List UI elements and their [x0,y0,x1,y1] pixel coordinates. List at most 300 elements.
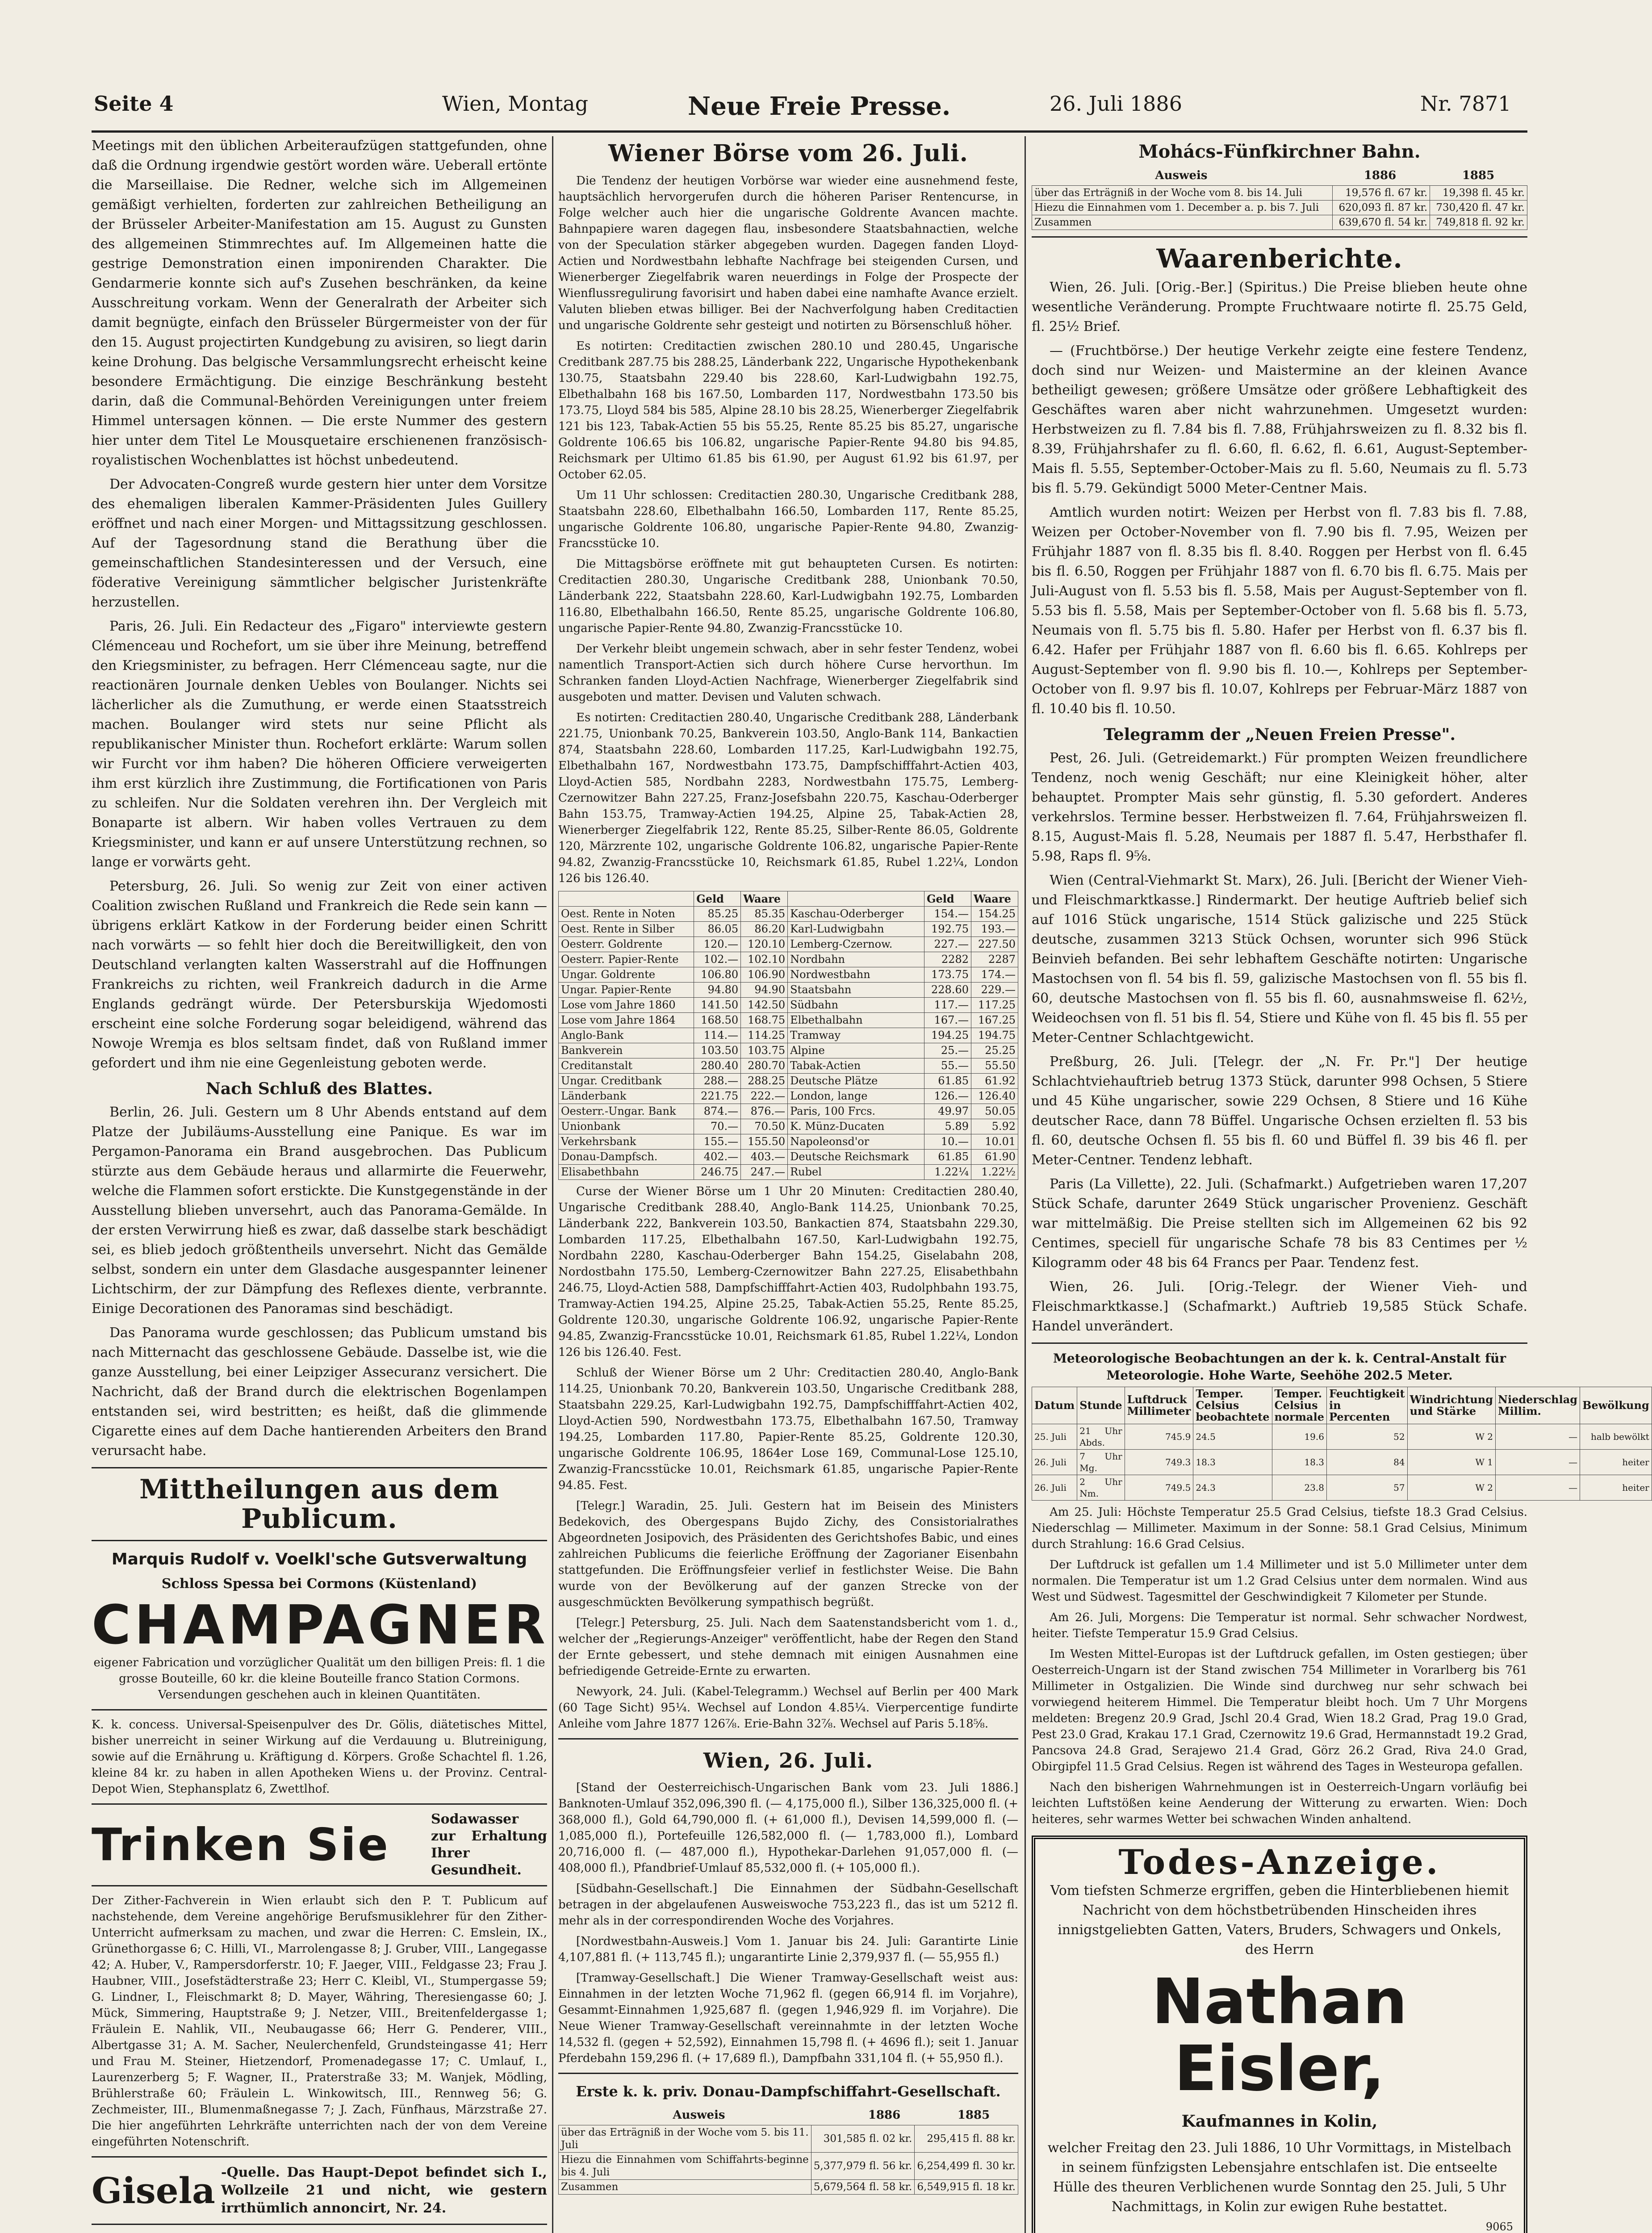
ad-rule [92,2156,547,2158]
ad-donau-heading [558,2105,1018,2125]
meteo-title: Meteorologische Beobachtungen an der k. k. Central-Anstalt für Meteorologie. Hohe Warte, Seehöhe 202.5 Meter. [1053,1351,1506,1383]
table-cell: 749.3 [1125,1450,1193,1475]
news-petersburg: [Telegr.] Petersburg, 25. Juli. Nach dem Saatenstandsbericht vom 1. d., welcher der „Regierungs-Anzeiger" veröffentlicht, habe der Regen den Stand der Ernte gebessert, und stehe demnach mit einigen Ausnahmen eine befriedigende Getreide-Ernte zu erwarten. [558,1616,1018,1678]
table-cell: 57 [1326,1475,1407,1501]
ad-rule [92,1803,547,1805]
table-cell: 280.70 [741,1058,788,1074]
section-heading-telegramm: Telegramm der „Neuen Freien Presse". [1104,725,1455,744]
table-cell: 167.25 [971,1013,1018,1028]
table-cell: 154.— [924,907,971,922]
table-header-row [559,891,1018,907]
table-cell: 876.— [741,1104,788,1119]
wien-finance [558,1780,1018,2066]
table-row [1032,1475,1652,1501]
section-heading-waaren: Waarenberichte. [1156,243,1403,274]
death-notice [1032,1836,1527,2233]
news-suedbahn: [Südbahn-Gesellschaft.] Die Einnahmen der Südbahn-Gesellschaft betragen in der abgelaufenen Ausweiswoche 753,223 fl., das ist um 5212 fl. mehr als in der correspondirenden Woche des Vorjahres. [558,1882,1018,1928]
table-cell: W 2 [1407,1424,1495,1450]
table-cell: Verkehrsbank [559,1134,694,1150]
table-cell: 94.90 [741,983,788,998]
table-cell: Lose vom Jahre 1860 [559,998,694,1013]
issue-number: Nr. 7871 [1420,92,1511,116]
table-cell: 174.— [971,967,1018,983]
ad-schmirgel [92,2231,547,2233]
table-cell: Staatsbahn [788,983,924,998]
table-cell: 117.25 [971,998,1018,1013]
table-header-cell: Waare [741,891,788,907]
waaren-fruchtboerse: — (Fruchtbörse.) Der heutige Verkehr zeigte eine festere Tendenz, doch sind nur Weizen- und Maistermine an der kleinen Avance betheiligt gewesen; größere Umsätze oder größere Lebhaftigkeit des Geschäftes waren aber nicht wahrzunehmen. Umgesetzt wurden: Herbstweizen zu fl. 7.84 bis fl. 7.88, Frühjahrsweizen zu fl. 8.32 bis fl. 8.39, Frühjahrshafer zu fl. 6.60, fl. 6.62, fl. 6.61, August-September-Mais fl. 5.55, September-October-Mais zu fl. 5.60, Neumais zu fl. 5.73 bis fl. 5.79. Gekündigt 5000 Meter-Centner Mais. [1032,343,1527,496]
section-heading-boerse: Wiener Börse vom 26. Juli. [608,140,968,167]
table-row [559,1074,1018,1089]
table-cell: 26. Juli [1032,1450,1077,1475]
table-cell: 10.— [924,1134,971,1150]
table-cell: 120.— [694,937,741,952]
table-row [559,983,1018,998]
table-cell: Anglo-Bank [559,1028,694,1043]
table-cell: 142.50 [741,998,788,1013]
table-cell: 749,818 fl. 92 kr. [1430,215,1527,230]
table-row [559,907,1018,922]
ad-rule [92,2224,547,2225]
waaren-amtlich: Amtlich wurden notirt: Weizen per Herbst von fl. 7.83 bis fl. 7.88, Weizen per October-November von fl. 7.90 bis fl. 7.95, Weizen per Frühjahr 1887 von fl. 8.35 bis fl. 8.40. Roggen per Herbst von fl. 6.45 bis fl. 6.50, Roggen per Frühjahr 1887 von fl. 6.70 bis fl. 6.75. Mais per Juli-August von fl. 5.53 bis fl. 5.58, Mais per August-September von fl. 5.53 bis fl. 5.58, Mais per September-October von fl. 5.68 bis fl. 5.73, Neumais von fl. 5.75 bis fl. 5.80. Hafer per Herbst von fl. 6.37 bis fl. 6.42. Hafer per Frühjahr 1887 von fl. 6.60 bis fl. 6.65. Kohlreps per August-September von fl. 9.90 bis fl. 10.—, Kohlreps per September-October von fl. 9.97 bis fl. 10.07, Kohlreps per Februar-März 1887 von fl. 10.40 bis fl. 10.50. [1032,505,1527,717]
table-cell: 2282 [924,952,971,967]
table-cell: 126.40 [971,1089,1018,1104]
table-cell: 167.— [924,1013,971,1028]
meteo-para: Nach den bisherigen Wahrnehmungen ist in Oesterreich-Ungarn vorläufig bei leichten Luftstößen keine Aenderung der Witterung zu erwarten. Wien: Doch heiteres, sehr warmes Wetter bei schwachen Winden anhaltend. [1032,1781,1527,1826]
table-cell: Creditanstalt [559,1058,694,1074]
table-cell: 24.3 [1193,1475,1272,1501]
table-cell: 192.75 [924,922,971,937]
table-cell: 24.5 [1193,1424,1272,1450]
death-notice-code: 9065 [1485,2220,1513,2233]
table-header-cell: Bewölkung [1580,1387,1652,1424]
table-cell: 154.25 [971,907,1018,922]
issue-date: 26. Juli 1886 [1050,92,1182,116]
article-advocaten-congress: Der Advocaten-Congreß wurde gestern hier unter dem Vorsitze des ehemaligen liberalen Kammer-Präsidenten Jules Guillery eröffnet und nach einer Morgen- und Mittagssitzung geschlossen. Auf der Tagesordnung stand die Berathung über die gemeinschaftlichen Standesinteressen und der Versuch, eine föderative Vereinigung sämmtlicher belgischer Juristenkräfte herzustellen. [92,477,547,610]
table-cell: 247.— [741,1165,788,1180]
article-paris: Paris, 26. Juli. Ein Redacteur des „Figaro" interviewte gestern Clémenceau und Rochefort, um sie über ihre Meinung, betreffend den Kriegsminister, zu befragen. Herr Clémenceau sagte, nur die reactionären Journale denken Uebles von Boulanger. Nichts sei lächerlicher als die Zumuthung, er werde einen Staatsstreich machen. Boulanger wird stets nur seine Pflicht als republikanischer Minister thun. Rochefort erklärte: Warum sollen wir Furcht vor ihm haben? Die höheren Officiere verweigerten ihm erst kürzlich ihre Zustimmung, die Fortificationen von Paris zu schleifen. Nur die Soldaten verehren ihn. Der Vergleich mit Bonaparte ist albern. Wir haben volles Vertrauen zu dem Kriegsminister, und kann er auf unsere Unterstützung rechnen, so lange er vorwärts geht. [92,619,547,870]
year-label: 1886 [868,2108,901,2122]
table-cell: 102.— [694,952,741,967]
table-cell: 5.92 [971,1119,1018,1134]
section-rule [92,1540,547,1541]
table-row [559,1058,1018,1074]
boerse-para: Der Verkehr bleibt ungemein schwach, aber in sehr fester Tendenz, wobei namentlich Transport-Actien sich durch höhere Curse hervorthun. Im Schranken fanden Lloyd-Actien Nachfrage, Wienerberger Ziegelfabrik sind ausgeboten und matter. Devisen und Valuten schwach. [558,642,1018,704]
table-cell: 10.01 [971,1134,1018,1150]
table-cell: 168.50 [694,1013,741,1028]
table-header-cell: Feuchtigkeit in Percenten [1326,1387,1407,1424]
table-cell: 5,679,564 fl. 58 kr. [811,2180,915,2195]
boerse-para: Um 11 Uhr schlossen: Creditactien 280.30, Ungarische Creditbank 288, Staatsbahn 228.60, Elbethalbahn 166.50, Lombarden 117, Rente 85.25, ungarische Goldrente 106.80, ungarische Papier-Rente 94.80, Zwanzig-Francsstücke 10. [558,489,1018,550]
table-cell: Deutsche Plätze [788,1074,924,1089]
ad-rule [92,1709,547,1710]
table-cell: 25.25 [971,1043,1018,1058]
section-rule [558,1738,1018,1740]
table-cell: Oest. Rente in Noten [559,907,694,922]
table-cell: Elbethalbahn [788,1013,924,1028]
table-row [1032,215,1527,230]
table-cell: 155.50 [741,1134,788,1150]
table-cell: — [1496,1424,1580,1450]
table-cell: Napoleonsd'or [788,1134,924,1150]
table-cell: 55.50 [971,1058,1018,1074]
place-day: Wien, Montag [442,92,589,116]
table-cell: 26. Juli [1032,1475,1077,1501]
table-cell: 19.6 [1272,1424,1326,1450]
table-cell: 114.25 [741,1028,788,1043]
table-cell: 155.— [694,1134,741,1150]
table-cell: 402.— [694,1150,741,1165]
article-berlin-panorama: Das Panorama wurde geschlossen; das Publicum umstand bis nach Mitternacht das geschlossene Gebäude. Dasselbe ist, wie die ganze Ausstellung, bei einer Leipziger Assecuranz versichert. Die Nachricht, daß der Brand durch die elektrischen Bogenlampen entstanden sei, wird bestritten; es heißt, daß die glimmende Cigarette eines auf dem Dache hantierenden Arbeiters den Brand verursacht habe. [92,1325,547,1459]
table-cell: Paris, 100 Frcs. [788,1104,924,1119]
table-cell: 295,415 fl. 88 kr. [915,2125,1018,2153]
waaren-paris: Paris (La Villette), 22. Juli. (Schafmarkt.) Aufgetrieben waren 17,207 Stück Schafe, darunter 2649 Stück ungarischer Provenienz. Geschäft war mittelmäßig. Die Preise stellten sich im Allgemeinen 62 bis 92 Centimes, speciell für ungarische Schafe 78 bis 83 Centimes per ½ Kilogramm oder 48 bis 64 Francs per Paar. Tendenz fest. [1032,1176,1527,1271]
table-header-cell: Temper. Celsius normale [1272,1387,1326,1424]
table-cell: Karl-Ludwigbahn [788,922,924,937]
table-cell: Kaschau-Oderberger [788,907,924,922]
table-row [559,1043,1018,1058]
table-row [559,1134,1018,1150]
table-cell: 1.22¼ [924,1165,971,1180]
table-cell: halb bewölkt [1580,1424,1652,1450]
table-cell: 117.— [924,998,971,1013]
year-label: 1886 [1363,169,1397,182]
table-cell: 61.85 [924,1150,971,1165]
exchange-rates-table [558,891,1018,1180]
table-cell: Rubel [788,1165,924,1180]
table-cell: 52 [1326,1424,1407,1450]
table-row [559,2153,1018,2180]
table-cell: 403.— [741,1150,788,1165]
table-cell: Nordwestbahn [788,967,924,983]
table-cell: 288.— [694,1074,741,1089]
boerse-para: Curse der Wiener Börse um 1 Uhr 20 Minuten: Creditactien 280.40, Ungarische Creditbank 288.40, Anglo-Bank 114.25, Unionbank 70.25, Länderbank 222, Bankverein 103.50, Bankactien 874, Staatsbahn 229.30, Lombarden 117.25, Elbethalbahn 167.50, Karl-Ludwigbahn 192.75, Nordbahn 2280, Kaschau-Oderberger Bahn 154.25, Giselabahn 208, Nordostbahn 175.50, Lemberg-Czernowitzer Bahn 227.25, Elisabethbahn 246.75, Lloyd-Actien 588, Dampfschifffahrt-Actien 403, Rudolphbahn 193.75, Tramway-Actien 194.25, Alpine 25.25, Tabak-Actien 55.25, Rente 85.25, Goldrente 120.30, ungarische Goldrente 106.92, ungarische Papier-Rente 94.85, Zwanzig-Francsstücke 10.01, Reichsmark 61.85, Rubel 1.22¼, London 126 bis 126.40. Fest. [558,1185,1018,1359]
newspaper-title: Neue Freie Presse. [688,92,951,121]
table-cell: 102.10 [741,952,788,967]
table-cell: Zusammen [559,2180,811,2195]
table-cell: Bankverein [559,1043,694,1058]
table-cell: 103.50 [694,1043,741,1058]
table-cell: 94.80 [694,983,741,998]
table-cell: Zusammen [1032,215,1333,230]
table-header-cell: Luftdruck Millimeter [1125,1387,1193,1424]
table-cell: 85.25 [694,907,741,922]
table-row [559,1104,1018,1119]
table-cell: Oesterr.-Ungar. Bank [559,1104,694,1119]
meteo-para: Der Luftdruck ist gefallen um 1.4 Millimeter und ist 5.0 Millimeter unter dem normalen. Die Temperatur ist um 1.2 Grad Celsius unter dem normalen. Wind aus West und Südwest. Tagesmittel der Geschwindigkeit 7 Kilometer per Stunde. [1032,1558,1527,1604]
table-cell: 25. Juli [1032,1424,1077,1450]
table-row [1032,201,1527,215]
death-notice-title: Todes-Anzeige. [1118,1842,1441,1882]
death-notice-name: Nathan Eisler, [1151,1965,1408,2105]
table-row [559,922,1018,937]
boerse-later [558,1183,1018,1732]
page-header [94,92,1523,123]
table-cell: 23.8 [1272,1475,1326,1501]
column-rule-1 [552,136,553,2233]
waaren-pest: Pest, 26. Juli. (Getreidemarkt.) Für prompten Weizen freundlichere Tendenz, noch wenig Geschäft; nur eine Kleinigkeit höher, alter behauptet. Prompter Mais sehr günstig, fl. 5.30 gefordert. Anderes verkehrslos. Termine besser. Herbstweizen fl. 7.64, Frühjahrsweizen fl. 8.15, August-Mais fl. 5.28, Neumais per 1887 fl. 5.47, Herbsthafer fl. 5.98, Raps fl. 9⅝. [1032,750,1527,864]
table-cell: 61.85 [924,1074,971,1089]
year-label: 1885 [1462,169,1495,182]
table-cell: 18.3 [1272,1450,1326,1475]
table-header-row [1032,1387,1652,1424]
table-cell: heiter [1580,1450,1652,1475]
table-row [559,952,1018,967]
news-tramway: [Tramway-Gesellschaft.] Die Wiener Tramway-Gesellschaft weist aus: Einnahmen in der letzten Woche 71,962 fl. (gegen 66,914 fl. im Vorjahre), Gesammt-Einnahmen 1,925,687 fl. (gegen 1,946,929 fl. im Vorjahre). Die Neue Wiener Tramway-Gesellschaft vereinnahmte in der letzten Woche 14,532 fl. (gegen + 52,592), Einnahmen 15,798 fl. (+ 4696 fl.); seit 1. Januar Pferdebahn 159,296 fl. (+ 17,689 fl.), Dampfbahn 331,104 fl. (+ 55,950 fl.). [558,1971,1018,2065]
table-cell: 749.5 [1125,1475,1193,1501]
table-cell: 246.75 [694,1165,741,1180]
table-cell: Donau-Dampfsch. [559,1150,694,1165]
table-header-cell: Temper. Celsius beobachtete [1193,1387,1272,1424]
ad-speisenpulver: K. k. concess. Universal-Speisenpulver des Dr. Gölis, diätetisches Mittel, bisher unerreicht in seiner Wirkung auf die Verdauung u. Blutreinigung, sowie auf die Ernährung u. Kräftigung d. Körpers. Große Schachtel fl. 1.26, kleine 84 kr. zu haben in allen Apotheken Wiens u. der Provinz. Central-Depot Wien, Stephansplatz 6, Zwettlhof. [92,1718,547,1796]
table-cell: 5,377,979 fl. 56 kr. [811,2153,915,2180]
ad-gisela-headline: Gisela [92,2170,215,2212]
news-bank-status: [Stand der Oesterreichisch-Ungarischen Bank vom 23. Juli 1886.] Banknoten-Umlauf 352,096,390 fl. (— 4,175,000 fl.), Silber 136,325,000 fl. (+ 368,000 fl.), Gold 64,790,000 fl. (+ 61,000 fl.), Devisen 14,599,000 fl. (— 1,085,000 fl.), Portefeuille 126,582,000 fl. (— 1,783,000 fl.), Lombard 20,716,000 fl. (— 487,000 fl.), Hypothekar-Darlehen 91,057,000 fl. (— 408,000 fl.), Pfandbrief-Umlauf 85,532,000 fl. (+ 105,000 fl.). [558,1781,1018,1875]
table-row [559,1089,1018,1104]
table-header-cell [559,891,694,907]
ad-sodawasser [92,1811,547,1879]
table-cell: 194.25 [924,1028,971,1043]
table-cell: Unionbank [559,1119,694,1134]
table-cell: Deutsche Reichsmark [788,1150,924,1165]
mohacs-heading [1032,166,1527,185]
table-cell: 120.10 [741,937,788,952]
table-cell: 84 [1326,1450,1407,1475]
section-rule [1032,236,1527,238]
table-cell: 55.— [924,1058,971,1074]
table-cell: 7 Uhr Mg. [1077,1450,1125,1475]
table-row [1032,1424,1652,1450]
news-nordwestbahn: [Nordwestbahn-Ausweis.] Vom 1. Januar bis 24. Juli: Garantirte Linie 4,107,881 fl. (+ 113,745 fl.); ungarantirte Linie 2,379,937 fl. (— 55,955 fl.) [558,1935,1018,1964]
ad-donau-title: Erste k. k. priv. Donau-Dampfschiffahrt-Gesellschaft. [576,2083,1001,2100]
header-rule [92,130,1527,133]
table-cell: 25.— [924,1043,971,1058]
table-cell: Hiezu die Einnahmen vom 1. December a. p. bis 7. Juli [1032,201,1333,215]
news-newyork: Newyork, 24. Juli. (Kabel-Telegramm.) Wechsel auf Berlin per 400 Mark (60 Tage Sicht) 95¼. Wechsel auf London 4.85¼. Vierpercentige fundirte Anleihe vom Jahre 1877 126⅞. Erie-Bahn 32⅞. Wechsel auf Paris 5.18⅝. [558,1685,1018,1731]
table-cell: 49.97 [924,1104,971,1119]
donau-table [558,2125,1018,2195]
boerse-para: Die Mittagsbörse eröffnete mit gut behaupteten Cursen. Es notirten: Creditactien 280.30, Ungarische Creditbank 288, Unionbank 70.50, Länderbank 222, Staatsbahn 228.60, Karl-Ludwigbahn 192.75, Lombarden 116.80, Elbethalbahn 166.50, Rente 85.25, ungarische Goldrente 106.80, ungarische Papier-Rente 94.80, Zwanzig-Francsstücke 10. [558,557,1018,635]
table-cell: 639,670 fl. 54 kr. [1333,215,1430,230]
table-cell: 5.89 [924,1119,971,1134]
ad-gisela [92,2164,547,2217]
ad-zither-verein: Der Zither-Fachverein in Wien erlaubt sich den P. T. Publicum auf nachstehende, dem Vereine angehörige Berufsmusiklehrer für den Zither-Unterricht aufmerksam zu machen, und zwar die Herren: C. Emslein, IX., Grünethorgasse 6; C. Hilli, VI., Marrolengasse 8; J. Gruber, VIII., Langegasse 42; A. Huber, V., Rampersdorferstr. 10; F. Jaeger, VIII., Feldgasse 23; Frau J. Haubner, VIII., Josefstädterstraße 23; Herr C. Kleibl, VI., Stumpergasse 59; G. Lindner, I., Fleischmarkt 8; D. Mayer, Währing, Theresiengasse 60; J. Mück, Simmering, Hauptstraße 9; J. Netzer, VIII., Breitenfeldergasse 1; Fräulein E. Nahlik, VII., Neubaugasse 66; Herr G. Penderer, VIII., Albertgasse 31; A. M. Sacher, Neulerchenfeld, Grundsteingasse 41; Herr und Frau M. Steiner, Hietzendorf, Promenadegasse 17; C. Umlauf, I., Laurenzerberg 5; F. Wagner, II., Praterstraße 33; M. Wanjek, Mödling, Brühlerstraße 60; Fräulein L. Winkowitsch, III., Rennweg 56; G. Zechmeister, III., Blumenmaßnegasse 7; J. Zach, Fünfhaus, Märzstraße 27. Die hier angeführten Lehrkräfte unterrichten nach der von dem Vereine eingeführten Notenschrift. [92,1894,547,2149]
mohacs-title: Mohács-Fünfkirchner Bahn. [1138,141,1421,162]
table-cell: Hiezu die Einnahmen vom Schiffahrts-beginne bis 4. Juli [559,2153,811,2180]
table-row [559,1165,1018,1180]
table-cell: 70.— [694,1119,741,1134]
table-cell: Ungar. Goldrente [559,967,694,983]
table-cell: 18.3 [1193,1450,1272,1475]
table-row [559,1013,1018,1028]
boerse-para: Die Tendenz der heutigen Vorbörse war wieder eine ausnehmend feste, hauptsächlich hervorgerufen durch die höheren Pariser Rentencurse, in Folge welcher auch hier die ungarische Goldrente Avancen machte. Bahnpapiere waren dagegen flau, insbesondere Staatsbahnactien, welche von der Speculation stärker abgegeben wurden. Dagegen fanden Lloyd-Actien und Nordwestbahn lebhafte Nachfrage bei steigenden Cursen, und Wienerberger Ziegelfabrik waren neuerdings in Folge der Prospecte der Wienflussregulirung favorisirt und haben dabei eine namhafte Avance erzielt. Valuten blieben etwas billiger. Bei der Nachverfolgung haben Creditactien und ungarische Goldrente sehr gesteigt und notirten zu Börsenschluß höher. [558,174,1018,332]
table-header-cell: Windrichtung und Stärke [1407,1387,1495,1424]
waaren-viehmarkt: Wien (Central-Viehmarkt St. Marx), 26. Juli. [Bericht der Wiener Vieh- und Fleischmarktkasse.] Rindermarkt. Der heutige Auftrieb belief sich auf 1016 Stück ungarische, 1514 Stück galizische und 225 Stück deutsche, zusammen 3213 Stück Ochsen, worunter sich 996 Stück Beinvieh befanden. Bei sehr lebhaftem Geschäfte notirten: Ungarische Mastochsen von fl. 54 bis fl. 59, galizische Mastochsen von fl. 55 bis fl. 60, deutsche Mastochsen von fl. 55 bis fl. 60, ausnahmsweise fl. 62½, Weideochsen von fl. 51 bis fl. 54, Stiere und Kühe von fl. 45 bis fl. 55 per Meter-Centner Schlachtgewicht. [1032,873,1527,1045]
table-cell: 620,093 fl. 87 kr. [1333,201,1430,215]
table-row [559,1119,1018,1134]
table-cell: 114.— [694,1028,741,1043]
table-cell: 6,549,915 fl. 18 kr. [915,2180,1018,2195]
table-cell: 126.— [924,1089,971,1104]
table-header-cell [788,891,924,907]
table-cell: 1.22½ [971,1165,1018,1180]
table-cell: — [1496,1475,1580,1501]
table-cell: — [1496,1450,1580,1475]
waaren-schafmarkt: Wien, 26. Juli. [Orig.-Telegr. der Wiener Vieh- und Fleischmarktkasse.] (Schafmarkt.) Auftrieb 19,585 Stück Schafe. Handel unverändert. [1032,1279,1527,1334]
table-cell: 280.40 [694,1058,741,1074]
table-header-cell: Niederschlag Millim. [1496,1387,1580,1424]
mohacs-ausweis: Ausweis [1155,169,1208,182]
table-cell: Länderbank [559,1089,694,1104]
table-row [559,998,1018,1013]
table-cell: 19,398 fl. 45 kr. [1430,186,1527,201]
table-header-cell: Waare [971,891,1018,907]
table-cell: 70.50 [741,1119,788,1134]
table-cell: Oesterr. Goldrente [559,937,694,952]
ad-sodawasser-headline: Trinken Sie [92,1819,390,1871]
death-notice-occupation: Kaufmannes in Kolin, [1181,2112,1378,2131]
ad-champagne-text: eigener Fabrication und vorzüglicher Qualität um den billigen Preis: fl. 1 die grosse Bouteille, 60 kr. die kleine Bouteille franco Station Cormons. Versendungen geschehen auch in kleinen Quantitäten. [93,1656,545,1702]
year-label: 1885 [957,2108,990,2122]
section-rule [92,1467,547,1468]
table-cell: 103.75 [741,1043,788,1058]
boerse-para: Es notirten: Creditactien 280.40, Ungarische Creditbank 288, Länderbank 221.75, Unionbank 70.25, Bankverein 103.50, Anglo-Bank 114, Bankactien 874, Staatsbahn 228.60, Lombarden 117.25, Karl-Ludwigbahn 192.75, Elbethalbahn 167, Nordwestbahn 173.75, Dampfschifffahrt-Actien 403, Lloyd-Actien 585, Nordbahn 2283, Nordwestbahn 175.75, Lemberg-Czernowitzer Bahn 227.25, Franz-Josefsbahn 220.75, Kaschau-Oderberger Bahn 153.75, Tramway-Actien 194.25, Alpine 25, Tabak-Actien 28, Wienerberger Ziegelfabrik 122, Rente 85.25, Silber-Rente 86.05, Goldrente 120, Märzrente 102, ungarische Goldrente 106.82, ungarische Papier-Rente 94.82, Zwanzig-Francsstücke 10, Reichsmark 61.85, Rubel 1.22¼, London 126 bis 126.40. [558,711,1018,885]
table-cell: Alpine [788,1043,924,1058]
table-cell: 106.80 [694,967,741,983]
column-3 [1032,136,1649,2233]
table-cell: 2287 [971,952,1018,967]
meteo-table [1032,1387,1652,1501]
table-cell: Tabak-Actien [788,1058,924,1074]
table-cell: 221.75 [694,1089,741,1104]
waaren-spiritus: Wien, 26. Juli. [Orig.-Ber.] (Spiritus.) Die Preise blieben heute ohne wesentliche Veränderung. Prompte Fruchtwaare notirte fl. 25.75 Geld, fl. 25½ Brief. [1032,280,1527,335]
table-cell: Elisabethbahn [559,1165,694,1180]
news-waradin: [Telegr.] Waradin, 25. Juli. Gestern hat im Beisein des Ministers Bedekovich, des Obergespans Bujdo Zichy, des Consistorialrathes Abgeordneten Josipovich, des Präsidenten des Gerichtshofes Babic, und eines zahlreichen Publicums die feierliche Eröffnung der Zagorianer Eisenbahn stattgefunden. Die Eröffnungsfeier verlief in festlichster Weise. Die Bahn wurde von der Bevölkerung auf der ganzen Strecke von der ausgeschmückten Bevölkerung sympathisch begrüßt. [558,1499,1018,1609]
table-cell: 141.50 [694,998,741,1013]
table-cell: 21 Uhr Abds. [1077,1424,1125,1450]
table-row [559,2180,1018,2195]
meteo-report [1032,1504,1527,1827]
table-cell: Oesterr. Papier-Rente [559,952,694,967]
table-row [1032,1450,1652,1475]
table-cell: über das Erträgniß in der Woche vom 8. bis 14. Juli [1032,186,1333,201]
table-header-cell: Datum [1032,1387,1077,1424]
ad-gisela-text: -Quelle. Das Haupt-Depot befindet sich I., Wollzeile 21 und nicht, wie gestern irrthümlich annoncirt, Nr. 24. [221,2165,547,2216]
table-cell: K. Münz-Ducaten [788,1119,924,1134]
meteo-para: Am 25. Juli: Höchste Temperatur 25.5 Grad Celsius, tiefste 18.3 Grad Celsius. Niederschlag — Millimeter. Maximum in der Sonne: 58.1 Grad Celsius, Minimum durch Strahlung: 16.6 Grad Celsius. [1032,1505,1527,1551]
section-heading-late-news: Nach Schluß des Blattes. [206,1079,433,1098]
table-cell: 86.20 [741,922,788,937]
table-cell: 301,585 fl. 02 kr. [811,2125,915,2153]
table-header-cell: Geld [924,891,971,907]
table-cell: Lose vom Jahre 1864 [559,1013,694,1028]
table-cell: Tramway [788,1028,924,1043]
ad-donau-ausweis: Ausweis [673,2108,725,2122]
table-row [559,1028,1018,1043]
mohacs-table [1032,185,1527,230]
table-cell: W 2 [1407,1475,1495,1501]
table-cell: 168.75 [741,1013,788,1028]
death-notice-text: welcher Freitag den 23. Juli 1886, 10 Uhr Vormittags, in Mistelbach in seinem fünfzigsten Lebensjahre entschlafen ist. Die entseelte Hülle des theuren Verblichenen wurde Sonntag den 25. Juli, 5 Uhr Nachmittags, in Kolin zur ewigen Ruhe bestattet. [1047,2140,1512,2215]
boerse-para: Schluß der Wiener Börse um 2 Uhr: Creditactien 280.40, Anglo-Bank 114.25, Unionbank 70.20, Bankverein 103.50, Ungarische Creditbank 288, Staatsbahn 229.25, Karl-Ludwigbahn 192.75, Dampfschifffahrt-Actien 402, Lloyd-Actien 590, Nordwestbahn 173.75, Elbethalbahn 167.50, Tramway 194.25, Lombarden 117.80, Papier-Rente 85.25, Goldrente 120.30, ungarische Goldrente 106.95, 1864er Lose 169, Communal-Lose 125.10, Zwanzig-Francsstücke 10.01, Reichsmark 61.85, ungarische Papier-Rente 94.85. Fest. [558,1366,1018,1492]
table-header-cell: Stunde [1077,1387,1125,1424]
table-cell: 745.9 [1125,1424,1193,1450]
table-cell: Südbahn [788,998,924,1013]
article-belgium-meetings: Meetings mit den üblichen Arbeiteraufzügen stattgefunden, ohne daß die Ordnung irgendwie gestört worden wäre. Ueberall ertönte die Marseillaise. Die Redner, welche sich im Allgemeinen gemäßigt verhielten, forderten zur zahlreichen Betheiligung an der Brüsseler Arbeiter-Manifestation am 15. August zu Gunsten des allgemeinen Stimmrechtes auf. Im Allgemeinen hatte die gestrige Demonstration einen imponirenden Charakter. Die Gendarmerie konnte sich auf's Zusehen beschränken, da keine Ausschreitung vorkam. Wenn der Generalrath der Arbeiter sich damit begnügte, einfach den Brüsseler Bürgermeister von der für den 15. August projectirten Kundgebung zu avisiren, so liegt darin keine Drohung. Das belgische Versammlungsrecht erheischt keine besondere Ermächtigung. Die einzige Beschränkung besteht darin, daß die Communal-Behörden Vereinigungen unter freiem Himmel untersagen können. — Die erste Nummer des gestern hier unter dem Titel Le Mousquetaire erschienenen französisch-royalistischen Wochenblattes ist höchst unbedeutend. [92,138,547,468]
table-cell: 50.05 [971,1104,1018,1119]
column-2 [558,136,1018,2233]
column-rule-2 [1025,136,1026,2233]
table-row [559,1150,1018,1165]
table-cell: 106.90 [741,967,788,983]
table-cell: London, lange [788,1089,924,1104]
meteo-para: Am 26. Juli, Morgens: Die Temperatur ist normal. Sehr schwacher Nordwest, heiter. Tiefste Temperatur 15.9 Grad Celsius. [1032,1611,1527,1640]
death-notice-intro: Vom tiefsten Schmerze ergriffen, geben die Hinterbliebenen hiemit Nachricht von dem höchstbetrübenden Hinscheiden ihres innigstgeliebten Gatten, Vaters, Bruders, Schwagers und Onkels, des Herrn [1050,1883,1509,1957]
table-cell: Oest. Rente in Silber [559,922,694,937]
table-cell: Lemberg-Czernow. [788,937,924,952]
table-row [559,2125,1018,2153]
meteo-para: Im Westen Mittel-Europas ist der Luftdruck gefallen, im Osten gestiegen; über Oesterreich-Ungarn ist der Stand zwischen 754 Millimeter in Vorarlberg bis 761 Millimeter in Ostgalizien. Die Winde sind durchweg nur sehr schwach bei vorwiegend heiterem Himmel. Die Temperatur bleibt hoch. Um 7 Uhr Morgens meldeten: Bregenz 20.9 Grad, Jschl 20.4 Grad, Wien 18.2 Grad, Prag 19.0 Grad, Pest 23.0 Grad, Krakau 17.1 Grad, Czernowitz 19.6 Grad, Hermannstadt 19.2 Grad, Pancsova 24.8 Grad, Serajewo 21.4 Grad, Görz 26.2 Grad, Riva 24.0 Grad, Obirgipfel 11.5 Grad Celsius. Regen ist während des Tages in Westeuropa gefallen. [1032,1648,1527,1773]
table-cell: Ungar. Creditbank [559,1074,694,1089]
table-cell: über das Erträgniß in der Woche vom 5. bis 11. Juli [559,2125,811,2153]
ad-champagne-title: Marquis Rudolf v. Voelkl'sche Gutsverwaltung [111,1550,527,1568]
section-heading-wien: Wien, 26. Juli. [703,1748,874,1773]
table-header-cell: Geld [694,891,741,907]
table-row [559,937,1018,952]
table-cell: heiter [1580,1475,1652,1501]
section-rule [558,2073,1018,2074]
table-row [559,967,1018,983]
ad-champagne-subtitle: Schloss Spessa bei Cormons (Küstenland) [161,1576,477,1592]
table-cell: 730,420 fl. 47 kr. [1430,201,1527,215]
table-cell: 86.05 [694,922,741,937]
table-cell: 6,254,499 fl. 30 kr. [915,2153,1018,2180]
table-cell: 228.60 [924,983,971,998]
table-cell: 222.— [741,1089,788,1104]
boerse-para: Es notirten: Creditactien zwischen 280.10 und 280.45, Ungarische Creditbank 287.75 bis 288.25, Länderbank 222, Ungarische Hypothekenbank 130.75, Staatsbahn 229.40 bis 228.60, Karl-Ludwigbahn 192.75, Elbethalbahn 168 bis 167.50, Lombarden 117, Nordwestbahn 173.50 bis 173.75, Lloyd 584 bis 585, Alpine 28.10 bis 28.25, Wienerberger Ziegelfabrik 121 bis 123, Tabak-Actien 55 bis 55.25, Rente 85.25 bis 85.27, ungarische Goldrente 106.65 bis 106.82, ungarische Papier-Rente 94.80 bis 94.85, Reichsmark per Ultimo 61.85 bis 61.90, per August 61.92 bis 61.97, per October 62.05. [558,339,1018,481]
section-heading-public-notices: Mittheilungen aus dem Publicum. [139,1474,499,1535]
table-cell: 227.— [924,937,971,952]
table-cell: 85.35 [741,907,788,922]
ad-sodawasser-side: Sodawasser zur Erhaltung Ihrer Gesundheit. [431,1811,547,1878]
table-cell: W 1 [1407,1450,1495,1475]
table-cell: 2 Uhr Nm. [1077,1475,1125,1501]
table-row [1032,186,1527,201]
article-petersburg: Petersburg, 26. Juli. So wenig zur Zeit von einer activen Coalition zwischen Rußland und Frankreich die Rede sein kann — übrigens erklärt Katkow in der Forderung beider einen Schritt nach vorwärts — so fehlt hier doch die Bereitwilligkeit, den von Deutschland verlangten kalten Wasserstrahl auf die Hoffnungen Frankreichs zu richten, weil Frankreich dadurch in die Arme Englands gedrängt würde. Der Petersburskija Wjedomosti erscheint eine solche Forderung sogar beleidigend, während das Nowoje Wremja es blos seltsam findet, daß von Rußland immer gefordert und ihm nie eine Gegenleistung geboten werde. [92,878,547,1071]
waaren-pressburg: Preßburg, 26. Juli. [Telegr. der „N. Fr. Pr."] Der heutige Schlachtviehauftrieb betrug 1373 Stück, darunter 998 Ochsen, 5 Stiere und 45 Kühe ungarischer, sowie 229 Ochsen, 8 Stiere und 16 Kühe deutscher Race, dann 78 Büffel. Ungarische Ochsen erzielten fl. 53 bis fl. 60, deutsche Ochsen fl. 55 bis fl. 60 und Büffel fl. 39 bis 46 fl. per Meter-Centner. Tendenz lebhaft. [1032,1054,1527,1168]
table-cell: 288.25 [741,1074,788,1089]
table-cell: 61.92 [971,1074,1018,1089]
column-1 [92,136,547,2233]
table-cell: 193.— [971,922,1018,937]
table-cell: Ungar. Papier-Rente [559,983,694,998]
article-berlin-fire: Berlin, 26. Juli. Gestern um 8 Uhr Abends entstand auf dem Platze der Jubiläums-Ausstellung eine Panique. Es war im Pergamon-Panorama ein Brand ausgebrochen. Das Publicum stürzte aus dem Gebäude heraus und allarmirte die Feuerwehr, welche die Flammen sofort erstickte. Die Kunstgegenstände in der Ausstellung blieben unversehrt, auch das Panorama-Gemälde. In der ersten Verwirrung hieß es zwar, daß dasselbe stark beschädigt sei, es blieb jedoch größtentheils unversehrt. Nicht das Gemälde selbst, sondern ein unter dem Glasdache ausgespannter leinener Lichtschirm, der zur Dämpfung des Reflexes diente, verbrannte. Einige Decorationen des Panoramas sind beschädigt. [92,1104,547,1317]
page-number: Seite 4 [94,92,174,116]
table-cell: 229.— [971,983,1018,998]
table-cell: Nordbahn [788,952,924,967]
table-cell: 173.75 [924,967,971,983]
ad-champagne-headline: CHAMPAGNER [92,1594,549,1656]
section-rule [1032,1342,1527,1344]
table-cell: 61.90 [971,1150,1018,1165]
ad-champagne [92,1547,547,1703]
boerse-report [558,173,1018,887]
table-cell: 227.50 [971,937,1018,952]
table-cell: 874.— [694,1104,741,1119]
ad-rule [92,1885,547,1886]
table-cell: 19,576 fl. 67 kr. [1333,186,1430,201]
table-cell: 194.75 [971,1028,1018,1043]
